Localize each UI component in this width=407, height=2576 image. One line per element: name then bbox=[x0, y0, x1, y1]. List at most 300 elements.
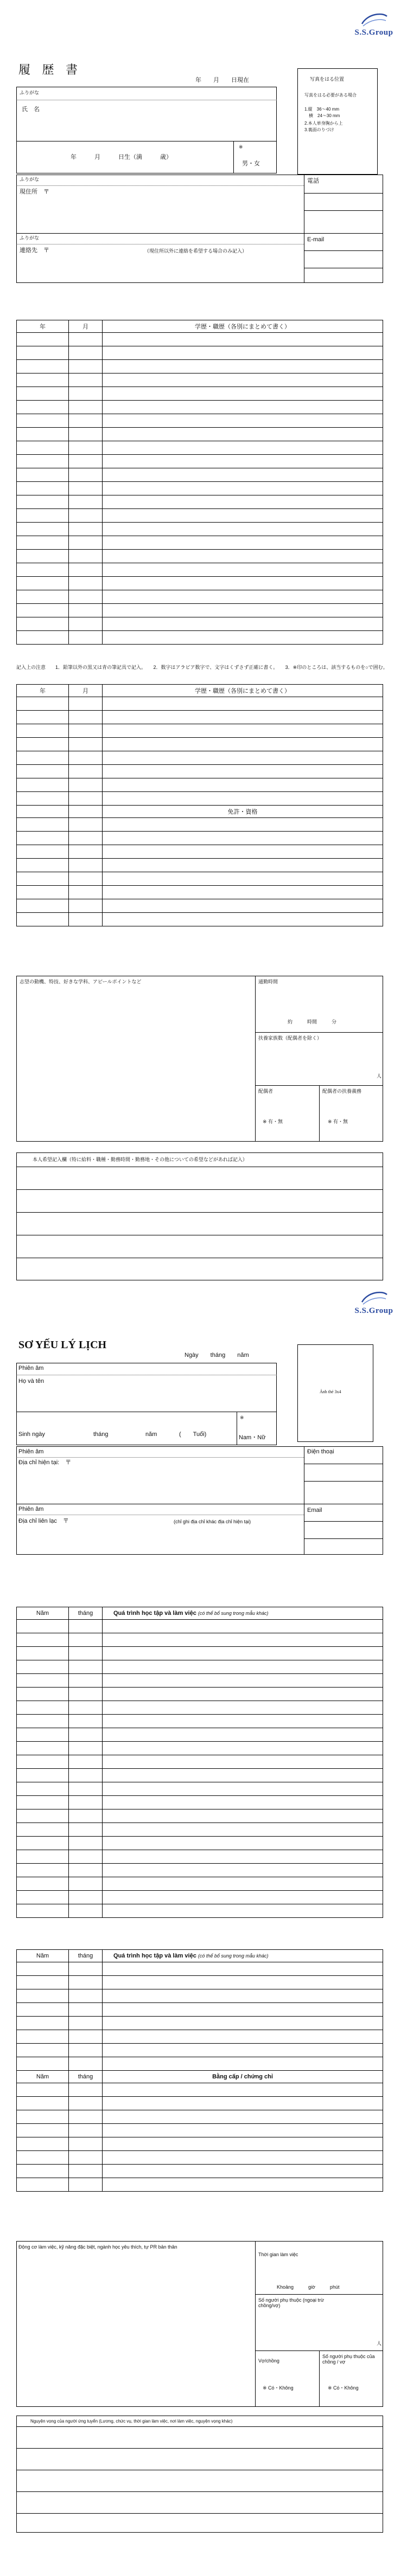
sex-field[interactable]: 男・女 bbox=[242, 160, 260, 167]
cell-month[interactable] bbox=[69, 1904, 103, 1918]
cell-month[interactable] bbox=[69, 2017, 103, 2030]
table-row bbox=[17, 899, 383, 913]
cell-year[interactable] bbox=[17, 373, 69, 387]
spouse-support-value[interactable]: ※ Có・Không bbox=[328, 2385, 359, 2391]
cell-month[interactable] bbox=[69, 441, 103, 455]
cell-content[interactable] bbox=[103, 913, 383, 926]
cell-content[interactable] bbox=[103, 346, 383, 360]
cell-month[interactable] bbox=[69, 495, 103, 509]
cell-year[interactable] bbox=[17, 2151, 69, 2165]
cell-content[interactable] bbox=[103, 2124, 383, 2137]
cell-month[interactable] bbox=[69, 482, 103, 495]
table-row bbox=[17, 631, 383, 645]
cell-content[interactable] bbox=[103, 482, 383, 495]
dependents-unit: 人 bbox=[377, 1073, 382, 1079]
cell-year[interactable] bbox=[17, 2017, 69, 2030]
cell-year[interactable] bbox=[17, 1620, 69, 1633]
cell-year[interactable] bbox=[17, 2110, 69, 2124]
col-content: 学歴・職歴（各別にまとめて書く） bbox=[103, 320, 383, 333]
table-row bbox=[17, 1809, 383, 1823]
cell-month[interactable] bbox=[69, 2178, 103, 2192]
cell-content[interactable] bbox=[103, 2044, 383, 2057]
cell-year[interactable] bbox=[17, 428, 69, 441]
cell-year[interactable] bbox=[17, 1989, 69, 2003]
brand-name: S.S.Group bbox=[354, 28, 393, 37]
cell-content[interactable] bbox=[103, 1701, 383, 1715]
commute-label: Thời gian làm việc bbox=[258, 2252, 298, 2257]
cell-content[interactable] bbox=[103, 751, 383, 765]
cell-year[interactable] bbox=[17, 751, 69, 765]
col-content-note: (có thể bổ sung trong mẫu khác) bbox=[198, 1611, 269, 1616]
cell-content[interactable] bbox=[103, 1688, 383, 1701]
col-year-2: Năm bbox=[17, 2071, 69, 2083]
cell-year[interactable] bbox=[17, 859, 69, 872]
table-row bbox=[17, 590, 383, 604]
cell-content[interactable] bbox=[103, 1620, 383, 1633]
table-row bbox=[17, 468, 383, 482]
cell-month[interactable] bbox=[69, 1989, 103, 2003]
cell-year[interactable] bbox=[17, 899, 69, 913]
cell-year[interactable] bbox=[17, 604, 69, 617]
cell-year[interactable] bbox=[17, 1962, 69, 1976]
cell-content[interactable] bbox=[103, 428, 383, 441]
cell-content[interactable] bbox=[103, 2030, 383, 2044]
cell-year[interactable] bbox=[17, 468, 69, 482]
table-row bbox=[17, 2083, 383, 2097]
cell-content[interactable] bbox=[103, 2110, 383, 2124]
cell-content[interactable] bbox=[103, 509, 383, 523]
spouse-label: 配偶者 bbox=[258, 1089, 274, 1094]
cell-year[interactable] bbox=[17, 792, 69, 806]
cell-year[interactable] bbox=[17, 2083, 69, 2097]
cell-year[interactable] bbox=[17, 1850, 69, 1864]
cell-year[interactable] bbox=[17, 2124, 69, 2137]
cell-content[interactable] bbox=[103, 2165, 383, 2178]
cell-month[interactable] bbox=[69, 1715, 103, 1728]
cell-year[interactable] bbox=[17, 711, 69, 724]
cell-month[interactable] bbox=[69, 1864, 103, 1877]
cell-content[interactable] bbox=[103, 2151, 383, 2165]
cell-month[interactable] bbox=[69, 360, 103, 373]
cell-content[interactable] bbox=[103, 1850, 383, 1864]
cell-content[interactable] bbox=[103, 455, 383, 468]
cell-month[interactable] bbox=[69, 1877, 103, 1891]
cell-content[interactable] bbox=[103, 604, 383, 617]
cell-month[interactable] bbox=[69, 1850, 103, 1864]
cell-month[interactable] bbox=[69, 1688, 103, 1701]
cell-year[interactable] bbox=[17, 1864, 69, 1877]
furigana2-label: ふりがな bbox=[20, 177, 40, 182]
dependents-unit: 人 bbox=[377, 2341, 382, 2346]
cell-content[interactable] bbox=[103, 2137, 383, 2151]
cell-year[interactable] bbox=[17, 1837, 69, 1850]
cell-month[interactable] bbox=[69, 1742, 103, 1755]
cell-year[interactable] bbox=[17, 1674, 69, 1688]
cell-year[interactable] bbox=[17, 765, 69, 778]
cell-month[interactable] bbox=[69, 724, 103, 738]
cell-year[interactable] bbox=[17, 1633, 69, 1647]
cell-month[interactable] bbox=[69, 1782, 103, 1796]
cell-month[interactable] bbox=[69, 333, 103, 346]
cell-month[interactable] bbox=[69, 859, 103, 872]
cell-content[interactable] bbox=[103, 886, 383, 899]
cell-month[interactable] bbox=[69, 1660, 103, 1674]
cell-content[interactable] bbox=[103, 765, 383, 778]
cell-content[interactable] bbox=[103, 1782, 383, 1796]
cell-month[interactable] bbox=[69, 845, 103, 859]
cell-month[interactable] bbox=[69, 617, 103, 631]
cell-year[interactable] bbox=[17, 724, 69, 738]
cell-month[interactable] bbox=[69, 428, 103, 441]
cell-month[interactable] bbox=[69, 1620, 103, 1633]
cell-content[interactable] bbox=[103, 2097, 383, 2110]
sex-mark: ※ bbox=[239, 144, 243, 150]
cell-month[interactable] bbox=[69, 523, 103, 536]
cell-content[interactable] bbox=[103, 2178, 383, 2192]
cell-year[interactable] bbox=[17, 414, 69, 428]
cell-month[interactable] bbox=[69, 401, 103, 414]
cell-content[interactable] bbox=[103, 1904, 383, 1918]
furigana-label: ふりがな bbox=[20, 90, 40, 95]
cell-content[interactable] bbox=[103, 1891, 383, 1904]
cell-month[interactable] bbox=[69, 414, 103, 428]
cell-year[interactable] bbox=[17, 1891, 69, 1904]
table-row bbox=[17, 1962, 383, 1976]
cell-month[interactable] bbox=[69, 2097, 103, 2110]
table-row bbox=[17, 523, 383, 536]
cell-month[interactable] bbox=[69, 765, 103, 778]
cell-month[interactable] bbox=[69, 1633, 103, 1647]
col-content: 学歴・職歴（各別にまとめて書く） bbox=[103, 685, 383, 697]
cell-year[interactable] bbox=[17, 845, 69, 859]
cell-year[interactable] bbox=[17, 832, 69, 845]
cell-content[interactable] bbox=[103, 1864, 383, 1877]
cell-content[interactable] bbox=[103, 1989, 383, 2003]
cell-month[interactable] bbox=[69, 1962, 103, 1976]
cell-year[interactable] bbox=[17, 550, 69, 563]
cell-month[interactable] bbox=[69, 2083, 103, 2097]
cell-month[interactable] bbox=[69, 1728, 103, 1742]
vn-history-table-2 bbox=[16, 1949, 383, 2192]
cell-content[interactable] bbox=[103, 468, 383, 482]
photo-note-1: 写真をはる必要がある場合 bbox=[304, 93, 357, 98]
cell-month[interactable] bbox=[69, 899, 103, 913]
sex-mark: ※ bbox=[240, 1415, 244, 1420]
cell-month[interactable] bbox=[69, 818, 103, 832]
cell-content[interactable] bbox=[103, 1837, 383, 1850]
photo-label: Ảnh thẻ 3x4 bbox=[320, 1389, 341, 1394]
cell-month[interactable] bbox=[69, 2044, 103, 2057]
wishes-block bbox=[16, 1152, 383, 1280]
cell-year[interactable] bbox=[17, 2044, 69, 2057]
cell-content[interactable] bbox=[103, 2057, 383, 2071]
cell-content[interactable] bbox=[103, 2003, 383, 2017]
sex-field[interactable]: Nam・Nữ bbox=[239, 1434, 266, 1441]
motivation-label: 志望の動機、特技、好きな学科、アピールポイントなど bbox=[20, 979, 142, 984]
cell-month[interactable] bbox=[69, 2030, 103, 2044]
table-row bbox=[17, 495, 383, 509]
cell-year[interactable] bbox=[17, 1755, 69, 1769]
cell-month[interactable] bbox=[69, 913, 103, 926]
cell-content[interactable] bbox=[103, 495, 383, 509]
cell-month[interactable] bbox=[69, 1809, 103, 1823]
contact-label: 連絡先 〒 bbox=[20, 247, 49, 254]
cell-year[interactable] bbox=[17, 1728, 69, 1742]
cell-content[interactable] bbox=[103, 1633, 383, 1647]
cell-content[interactable] bbox=[103, 387, 383, 401]
table-row bbox=[17, 1823, 383, 1837]
cell-content[interactable] bbox=[103, 1728, 383, 1742]
cell-month[interactable] bbox=[69, 550, 103, 563]
cell-content[interactable] bbox=[103, 1742, 383, 1755]
table-row bbox=[17, 1877, 383, 1891]
table-row bbox=[17, 2044, 383, 2057]
cell-month[interactable] bbox=[69, 346, 103, 360]
cell-year[interactable] bbox=[17, 1660, 69, 1674]
cell-year[interactable] bbox=[17, 872, 69, 886]
cell-content[interactable] bbox=[103, 590, 383, 604]
cell-month[interactable] bbox=[69, 711, 103, 724]
motivation-block bbox=[16, 976, 383, 1142]
cell-month[interactable] bbox=[69, 2110, 103, 2124]
cell-content[interactable] bbox=[103, 1809, 383, 1823]
cell-year[interactable] bbox=[17, 509, 69, 523]
cell-content[interactable] bbox=[103, 631, 383, 645]
cell-month[interactable] bbox=[69, 1701, 103, 1715]
cell-month[interactable] bbox=[69, 468, 103, 482]
cell-content[interactable] bbox=[103, 1877, 383, 1891]
cell-year[interactable] bbox=[17, 2030, 69, 2044]
phonetic3-label: Phiên âm bbox=[18, 1506, 44, 1512]
cell-year[interactable] bbox=[17, 1688, 69, 1701]
cell-month[interactable] bbox=[69, 455, 103, 468]
cell-content[interactable] bbox=[103, 738, 383, 751]
table-row bbox=[17, 711, 383, 724]
cell-year[interactable] bbox=[17, 563, 69, 577]
cell-month[interactable] bbox=[69, 2124, 103, 2137]
cell-month[interactable] bbox=[69, 738, 103, 751]
cell-year[interactable] bbox=[17, 738, 69, 751]
cell-month[interactable] bbox=[69, 886, 103, 899]
phonetic2-label: Phiên âm bbox=[18, 1448, 44, 1455]
cell-month[interactable] bbox=[69, 387, 103, 401]
spouse-value[interactable]: ※ Có・Không bbox=[263, 2385, 294, 2391]
cell-content[interactable] bbox=[103, 617, 383, 631]
cell-month[interactable] bbox=[69, 373, 103, 387]
table-row bbox=[17, 2003, 383, 2017]
cell-year[interactable] bbox=[17, 2057, 69, 2071]
cell-year[interactable] bbox=[17, 577, 69, 590]
col-month: 月 bbox=[69, 320, 103, 333]
cell-content[interactable] bbox=[103, 724, 383, 738]
cell-content[interactable] bbox=[103, 360, 383, 373]
cell-content[interactable] bbox=[103, 1755, 383, 1769]
cell-content[interactable] bbox=[103, 859, 383, 872]
cell-month[interactable] bbox=[69, 832, 103, 845]
cell-year[interactable] bbox=[17, 617, 69, 631]
cell-content[interactable] bbox=[103, 1962, 383, 1976]
cell-content[interactable] bbox=[103, 577, 383, 590]
cell-month[interactable] bbox=[69, 1674, 103, 1688]
col-year: Năm bbox=[17, 1607, 69, 1620]
cell-year[interactable] bbox=[17, 631, 69, 645]
cell-content[interactable] bbox=[103, 697, 383, 711]
cell-content[interactable] bbox=[103, 2017, 383, 2030]
cell-month[interactable] bbox=[69, 697, 103, 711]
cell-content[interactable] bbox=[103, 1976, 383, 1989]
cell-month[interactable] bbox=[69, 2137, 103, 2151]
brand-logo bbox=[351, 1290, 397, 1323]
cell-year[interactable] bbox=[17, 536, 69, 550]
cell-year[interactable] bbox=[17, 1701, 69, 1715]
cell-month[interactable] bbox=[69, 1755, 103, 1769]
cell-year[interactable] bbox=[17, 1796, 69, 1809]
cell-content[interactable] bbox=[103, 832, 383, 845]
cell-year[interactable] bbox=[17, 1823, 69, 1837]
cell-content[interactable] bbox=[103, 414, 383, 428]
cell-content[interactable] bbox=[103, 523, 383, 536]
cell-year[interactable] bbox=[17, 1782, 69, 1796]
cell-month[interactable] bbox=[69, 1976, 103, 1989]
jp-history-table-2 bbox=[16, 684, 383, 926]
cell-content[interactable] bbox=[103, 373, 383, 387]
cell-year[interactable] bbox=[17, 1809, 69, 1823]
cell-content[interactable] bbox=[103, 2083, 383, 2097]
cell-month[interactable] bbox=[69, 872, 103, 886]
cell-month[interactable] bbox=[69, 509, 103, 523]
cell-year[interactable] bbox=[17, 1976, 69, 1989]
furigana3-label: ふりがな bbox=[20, 235, 40, 241]
logo-swoosh-icon bbox=[358, 12, 390, 28]
cell-month[interactable] bbox=[69, 563, 103, 577]
cell-content[interactable] bbox=[103, 1647, 383, 1660]
cell-year[interactable] bbox=[17, 523, 69, 536]
cell-content[interactable] bbox=[103, 550, 383, 563]
cell-month[interactable] bbox=[69, 631, 103, 645]
table-row bbox=[17, 1769, 383, 1782]
cell-year[interactable] bbox=[17, 590, 69, 604]
cell-content[interactable] bbox=[103, 818, 383, 832]
table-row bbox=[17, 792, 383, 806]
photo-note-2: 1.縦 36〜40 mm bbox=[304, 107, 340, 112]
cell-year[interactable] bbox=[17, 2178, 69, 2192]
table-row bbox=[17, 1742, 383, 1755]
cell-month[interactable] bbox=[69, 577, 103, 590]
cell-content[interactable] bbox=[103, 1769, 383, 1782]
table-row bbox=[17, 563, 383, 577]
cell-content[interactable] bbox=[103, 441, 383, 455]
cell-month[interactable] bbox=[69, 751, 103, 765]
col-month-2: tháng bbox=[69, 2071, 103, 2083]
cell-year[interactable] bbox=[17, 455, 69, 468]
col-month: tháng bbox=[69, 1950, 103, 1962]
cell-year[interactable] bbox=[17, 2137, 69, 2151]
cell-year[interactable] bbox=[17, 346, 69, 360]
cell-content[interactable] bbox=[103, 536, 383, 550]
cell-year[interactable] bbox=[17, 2003, 69, 2017]
cell-year[interactable] bbox=[17, 441, 69, 455]
spouse-value[interactable]: ※ 有・無 bbox=[263, 1119, 283, 1124]
dependents-label: Số người phụ thuộc (ngoại trừ chồng/vợ) bbox=[258, 2297, 325, 2309]
cell-month[interactable] bbox=[69, 1647, 103, 1660]
name-label: Họ và tên bbox=[18, 1378, 44, 1384]
cell-month[interactable] bbox=[69, 1823, 103, 1837]
cell-content[interactable] bbox=[103, 711, 383, 724]
cell-year[interactable] bbox=[17, 2165, 69, 2178]
cell-year[interactable] bbox=[17, 495, 69, 509]
cell-month[interactable] bbox=[69, 536, 103, 550]
cell-month[interactable] bbox=[69, 2165, 103, 2178]
cell-month[interactable] bbox=[69, 2057, 103, 2071]
cell-content[interactable] bbox=[103, 778, 383, 792]
table-row bbox=[17, 2124, 383, 2137]
spouse-support-value[interactable]: ※ 有・無 bbox=[328, 1119, 348, 1124]
cell-year[interactable] bbox=[17, 360, 69, 373]
cell-month[interactable] bbox=[69, 1796, 103, 1809]
cell-year[interactable] bbox=[17, 333, 69, 346]
cell-year[interactable] bbox=[17, 387, 69, 401]
cell-content[interactable] bbox=[103, 1715, 383, 1728]
table-row bbox=[17, 2030, 383, 2044]
address-label: 現住所 〒 bbox=[20, 189, 49, 195]
table-row bbox=[17, 1715, 383, 1728]
cell-year[interactable] bbox=[17, 1904, 69, 1918]
cell-year[interactable] bbox=[17, 778, 69, 792]
cell-content[interactable] bbox=[103, 1796, 383, 1809]
table-row bbox=[17, 1728, 383, 1742]
table-row bbox=[17, 509, 383, 523]
cell-year[interactable] bbox=[17, 2097, 69, 2110]
cell-month[interactable] bbox=[69, 2151, 103, 2165]
table-row bbox=[17, 373, 383, 387]
cell-month[interactable] bbox=[69, 1891, 103, 1904]
cell-month[interactable] bbox=[69, 604, 103, 617]
cell-content[interactable] bbox=[103, 1823, 383, 1837]
cell-month[interactable] bbox=[69, 2003, 103, 2017]
cell-month[interactable] bbox=[69, 792, 103, 806]
cell-content[interactable] bbox=[103, 333, 383, 346]
cell-content[interactable] bbox=[103, 1674, 383, 1688]
cell-year[interactable] bbox=[17, 482, 69, 495]
page-title: 履 歴 書 bbox=[18, 63, 82, 76]
cell-month[interactable] bbox=[69, 1769, 103, 1782]
cell-year[interactable] bbox=[17, 697, 69, 711]
cell-year[interactable] bbox=[17, 1715, 69, 1728]
cell-month[interactable] bbox=[69, 1837, 103, 1850]
cell-year[interactable] bbox=[17, 818, 69, 832]
cell-year[interactable] bbox=[17, 401, 69, 414]
table-row bbox=[17, 751, 383, 765]
cell-year[interactable] bbox=[17, 1647, 69, 1660]
motivation-block bbox=[16, 2241, 383, 2407]
cell-content[interactable] bbox=[103, 872, 383, 886]
cell-content[interactable] bbox=[103, 899, 383, 913]
cell-content[interactable] bbox=[103, 563, 383, 577]
cell-year[interactable] bbox=[17, 913, 69, 926]
cell-month[interactable] bbox=[69, 778, 103, 792]
col-content-note: (có thể bổ sung trong mẫu khác) bbox=[198, 1953, 269, 1959]
table-row bbox=[17, 2165, 383, 2178]
cell-year[interactable] bbox=[17, 1769, 69, 1782]
cell-year[interactable] bbox=[17, 1742, 69, 1755]
cell-content[interactable] bbox=[103, 401, 383, 414]
cell-year[interactable] bbox=[17, 886, 69, 899]
cell-month[interactable] bbox=[69, 590, 103, 604]
cell-content[interactable] bbox=[103, 1660, 383, 1674]
cell-year[interactable] bbox=[17, 1877, 69, 1891]
cell-content[interactable] bbox=[103, 845, 383, 859]
cell-content[interactable] bbox=[103, 792, 383, 806]
